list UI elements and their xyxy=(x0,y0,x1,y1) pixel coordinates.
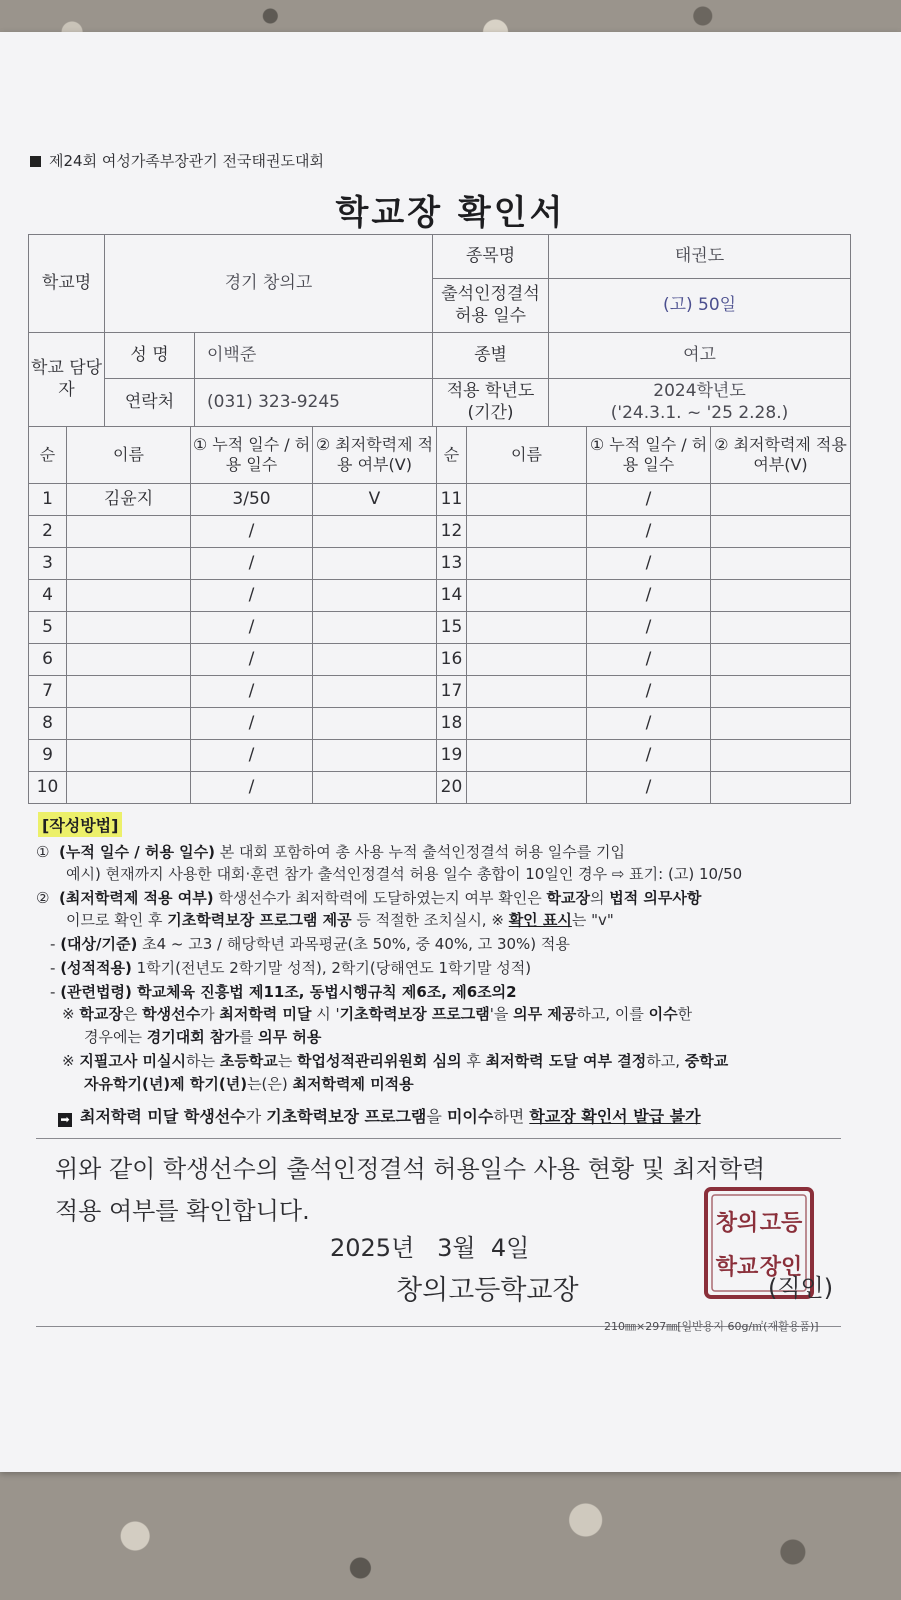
row-name xyxy=(67,708,191,740)
note-1-example: 예시) 현재까지 사용한 대회·훈련 참가 출석인정결석 허용 일수 총합이 10일인 경우 ⇨ 표기: (고) 10/50 xyxy=(66,865,743,883)
note-2-bold2: 학교장 xyxy=(546,889,590,907)
header-check-2: ② 최저학력제 적용 여부(V) xyxy=(711,427,851,484)
row-days-2: / xyxy=(587,516,711,548)
row-check xyxy=(313,612,437,644)
row-check xyxy=(313,548,437,580)
row-check xyxy=(313,644,437,676)
row-check xyxy=(313,676,437,708)
row-days-2: / xyxy=(587,580,711,612)
table-row xyxy=(29,516,851,548)
student-table xyxy=(28,426,851,804)
note-2 xyxy=(36,888,701,908)
s2-d: 는 xyxy=(277,1052,297,1070)
row-no: 6 xyxy=(29,644,67,676)
note-2-line2-d: 확인 표시 xyxy=(508,911,572,929)
school-value: 경기 창의고 xyxy=(105,235,433,333)
row-name-2 xyxy=(467,644,587,676)
s1-d: 가 xyxy=(200,1005,220,1023)
row-check-2 xyxy=(711,484,851,516)
row-no-2: 17 xyxy=(437,676,467,708)
confirmation-line-1: 위와 같이 학생선수의 출석인정결석 허용일수 사용 현황 및 최저학력 xyxy=(55,1155,766,1183)
note-1 xyxy=(36,842,625,862)
s2-line2-a: 자유학기(년)제 학기(년) xyxy=(84,1075,248,1093)
issue-date: 2025년 3월 4일 xyxy=(330,1234,530,1262)
row-days-2: / xyxy=(587,644,711,676)
note-target-text: 초4 ~ 고3 / 해당학년 과목평균(초 50%, 중 40%, 고 30%) 적용 xyxy=(137,935,570,953)
s1-h: '을 xyxy=(489,1005,514,1023)
row-no: 9 xyxy=(29,740,67,772)
note-2-line2-a: 이므로 확인 후 xyxy=(66,911,168,929)
seal-label: (직인) xyxy=(768,1274,834,1302)
table-row xyxy=(29,644,851,676)
note-star-1-line2 xyxy=(84,1027,321,1047)
final-f: 하면 xyxy=(493,1107,530,1126)
row-no-2: 12 xyxy=(437,516,467,548)
s2-b: 하는 xyxy=(186,1052,220,1070)
year-text: 2024학년도 xyxy=(653,381,746,402)
year-label: 적용 학년도 (기간) xyxy=(433,379,549,427)
contact-label: 연락처 xyxy=(105,379,195,427)
s2-line2-c: 최저학력제 미적용 xyxy=(292,1075,414,1093)
row-check xyxy=(313,516,437,548)
row-name-2 xyxy=(467,580,587,612)
s1-k: 이수 xyxy=(648,1005,678,1023)
row-name-2 xyxy=(467,612,587,644)
row-check-2 xyxy=(711,644,851,676)
row-days: / xyxy=(191,644,313,676)
row-name xyxy=(67,516,191,548)
row-check-2 xyxy=(711,772,851,804)
note-target-bold: (대상/기준) xyxy=(60,935,138,953)
s1-g: 기초학력보장 프로그램 xyxy=(339,1005,490,1023)
row-no-2: 14 xyxy=(437,580,467,612)
seal-character: 학교 xyxy=(715,1254,759,1280)
category-label: 종별 xyxy=(433,333,549,379)
manager-label: 학교 담당자 xyxy=(29,333,105,427)
student-table-header xyxy=(29,427,851,484)
days-value: (고) 50일 xyxy=(549,279,851,333)
table-row xyxy=(29,580,851,612)
row-no: 10 xyxy=(29,772,67,804)
note-2-mark: ② xyxy=(36,889,50,907)
row-name-2 xyxy=(467,676,587,708)
row-no-2: 15 xyxy=(437,612,467,644)
row-days: / xyxy=(191,772,313,804)
final-e: 미이수 xyxy=(446,1107,494,1126)
row-check-2 xyxy=(711,740,851,772)
row-name xyxy=(67,612,191,644)
row-days-2: / xyxy=(587,548,711,580)
square-bullet-icon xyxy=(30,156,41,167)
row-name: 김윤지 xyxy=(67,484,191,516)
table-row xyxy=(29,708,851,740)
name-value: 이백준 xyxy=(195,333,433,379)
row-check-2 xyxy=(711,548,851,580)
year-value xyxy=(549,379,851,427)
header-days: ① 누적 일수 / 허용 일수 xyxy=(191,427,313,484)
s2-line2-b: 는(은) xyxy=(247,1075,293,1093)
row-days: / xyxy=(191,612,313,644)
header-no-2: 순 xyxy=(437,427,467,484)
s1-i: 의무 제공 xyxy=(513,1005,577,1023)
note-law: - (관련법령) 학교체육 진흥법 제11조, 동법시행규칙 제6조, 제6조의2 xyxy=(50,983,517,1001)
note-2-bold: (최저학력제 적용 여부) xyxy=(59,889,214,907)
row-no: 8 xyxy=(29,708,67,740)
student-table-body xyxy=(29,427,851,804)
row-check xyxy=(313,580,437,612)
s1-line2-c: 를 xyxy=(238,1028,259,1046)
s2-g: 최저학력 도달 여부 결정 xyxy=(485,1052,647,1070)
row-check-2 xyxy=(711,676,851,708)
row-days-2: / xyxy=(587,612,711,644)
row-name xyxy=(67,580,191,612)
s1-f: 시 ' xyxy=(311,1005,340,1023)
s2-i: 중학교 xyxy=(684,1052,729,1070)
row-no: 2 xyxy=(29,516,67,548)
row-name-2 xyxy=(467,516,587,548)
row-no: 5 xyxy=(29,612,67,644)
note-target: - (대상/기준) 초4 ~ 고3 / 해당학년 과목평균(초 50%, 중 40%, 고 30%) 적용 xyxy=(50,935,570,953)
school-info-table xyxy=(28,234,851,427)
s1-e: 최저학력 미달 xyxy=(219,1005,312,1023)
s1-c: 학생선수 xyxy=(142,1005,201,1023)
contact-value: (031) 323-9245 xyxy=(195,379,433,427)
note-1-mark: ① xyxy=(36,843,50,861)
note-star-1: ※ 학교장은 학생선수가 최저학력 미달 시 '기초학력보장 프로그램'을 의무 제공하고, 이를 이수한 xyxy=(62,1005,693,1023)
table-row xyxy=(29,612,851,644)
row-days: 3/50 xyxy=(191,484,313,516)
row-name-2 xyxy=(467,708,587,740)
row-no-2: 18 xyxy=(437,708,467,740)
confirmation-text xyxy=(55,1148,765,1232)
row-no-2: 11 xyxy=(437,484,467,516)
row-no: 7 xyxy=(29,676,67,708)
row-no: 3 xyxy=(29,548,67,580)
s2-f: 후 xyxy=(461,1052,486,1070)
category-value: 여고 xyxy=(549,333,851,379)
confirmation-line-2: 적용 여부를 확인합니다. xyxy=(55,1197,310,1225)
note-law-bold: (관련법령) 학교체육 진흥법 제11조, 동법시행규칙 제6조, 제6조의2 xyxy=(60,983,517,1001)
row-days: / xyxy=(191,740,313,772)
method-heading: [작성방법] xyxy=(38,812,122,837)
note-2-line2-c: 등 적절한 조치실시, ※ xyxy=(351,911,509,929)
row-name-2 xyxy=(467,740,587,772)
s2-h: 하고, xyxy=(646,1052,685,1070)
row-check xyxy=(313,708,437,740)
note-1-text: 본 대회 포함하여 총 사용 누적 출석인정결석 허용 일수를 기입 xyxy=(215,843,625,861)
s1-a: 학교장 xyxy=(79,1005,123,1023)
header-days-2: ① 누적 일수 / 허용 일수 xyxy=(587,427,711,484)
s1-line2-b: 경기대회 참가 xyxy=(146,1028,239,1046)
row-no-2: 13 xyxy=(437,548,467,580)
row-check xyxy=(313,772,437,804)
final-g: 학교장 확인서 발급 불가 xyxy=(529,1107,701,1126)
s2-c: 초등학교 xyxy=(219,1052,278,1070)
table-row xyxy=(29,548,851,580)
row-days-2: / xyxy=(587,708,711,740)
row-check xyxy=(313,740,437,772)
s2-e: 학업성적관리위원회 심의 xyxy=(296,1052,462,1070)
row-days-2: / xyxy=(587,772,711,804)
row-name xyxy=(67,548,191,580)
row-days: / xyxy=(191,676,313,708)
table-row xyxy=(29,676,851,708)
seal-character: 창의 xyxy=(715,1210,759,1236)
note-star-2: ※ 지필고사 미실시하는 초등학교는 학업성적관리위원회 심의 후 최저학력 도달 여부 결정하고, 중학교 xyxy=(62,1052,729,1070)
name-label: 성 명 xyxy=(105,333,195,379)
row-name xyxy=(67,772,191,804)
table-row xyxy=(29,484,851,516)
note-2-line2-e: 는 "v" xyxy=(571,911,614,929)
row-no-2: 19 xyxy=(437,740,467,772)
document-title: 학교장 확인서 xyxy=(335,193,566,233)
s1-l: 한 xyxy=(677,1005,693,1023)
school-label: 학교명 xyxy=(29,235,105,333)
row-no-2: 16 xyxy=(437,644,467,676)
row-days: / xyxy=(191,580,313,612)
s1-b: 은 xyxy=(122,1005,143,1023)
row-days-2: / xyxy=(587,484,711,516)
days-label: 출석인정결석 허용 일수 xyxy=(433,279,549,333)
note-2-text2: 의 xyxy=(589,889,610,907)
period-text: ('24.3.1. ~ '25 2.28.) xyxy=(610,402,789,423)
s2-a: 지필고사 미실시 xyxy=(79,1052,186,1070)
row-name-2 xyxy=(467,484,587,516)
note-2-line2-b: 기초학력보장 프로그램 제공 xyxy=(167,911,352,929)
s1-line2-d: 의무 허용 xyxy=(258,1028,322,1046)
note-2-bold3: 법적 의무사항 xyxy=(609,889,702,907)
s1-line2-a: 경우에는 xyxy=(84,1028,147,1046)
row-name xyxy=(67,740,191,772)
note-grade: - (성적적용) 1학기(전년도 2학기말 성적), 2학기(당해연도 1학기말 성적) xyxy=(50,959,532,977)
row-days: / xyxy=(191,548,313,580)
row-days-2: / xyxy=(587,676,711,708)
seal-character: 장인 xyxy=(759,1254,803,1280)
row-no-2: 20 xyxy=(437,772,467,804)
final-d: 을 xyxy=(426,1107,447,1126)
table-row xyxy=(29,772,851,804)
final-b: 가 xyxy=(245,1107,267,1126)
s1-j: 하고, 이를 xyxy=(576,1005,649,1023)
final-a: 최저학력 미달 학생선수 xyxy=(80,1107,246,1126)
principal-title: 창의고등학교장 xyxy=(396,1275,579,1306)
row-check-2 xyxy=(711,612,851,644)
row-name-2 xyxy=(467,548,587,580)
row-name xyxy=(67,644,191,676)
header-name: 이름 xyxy=(67,427,191,484)
note-1-bold: (누적 일수 / 허용 일수) xyxy=(59,843,215,861)
row-check-2 xyxy=(711,516,851,548)
arrow-box-icon: ➡ xyxy=(58,1113,72,1127)
note-grade-text: 1학기(전년도 2학기말 성적), 2학기(당해연도 1학기말 성적) xyxy=(131,959,532,977)
event-value: 태권도 xyxy=(549,235,851,279)
divider-upper xyxy=(36,1138,841,1139)
note-2-text1: 학생선수가 최저학력에 도달하였는지 여부 확인은 xyxy=(213,889,547,907)
row-name xyxy=(67,676,191,708)
note-star-2-line2 xyxy=(84,1074,414,1094)
row-days: / xyxy=(191,708,313,740)
row-no: 4 xyxy=(29,580,67,612)
header-check: ② 최저학력제 적용 여부(V) xyxy=(313,427,437,484)
header-no: 순 xyxy=(29,427,67,484)
row-check: V xyxy=(313,484,437,516)
row-days-2: / xyxy=(587,740,711,772)
event-title-text: 제24회 여성가족부장관기 전국태권도대회 xyxy=(49,152,324,170)
header-name-2: 이름 xyxy=(467,427,587,484)
seal-character: 고등 xyxy=(759,1210,803,1236)
event-title xyxy=(30,150,324,171)
row-check-2 xyxy=(711,708,851,740)
row-no: 1 xyxy=(29,484,67,516)
row-name-2 xyxy=(467,772,587,804)
event-label: 종목명 xyxy=(433,235,549,279)
table-row xyxy=(29,740,851,772)
row-days: / xyxy=(191,516,313,548)
row-check-2 xyxy=(711,580,851,612)
final-c: 기초학력보장 프로그램 xyxy=(266,1107,427,1126)
final-warning xyxy=(58,1106,701,1128)
note-2-line2 xyxy=(66,910,614,930)
paper-spec-note: 210㎜×297㎜[일반용지 60g/㎡(재활용품)] xyxy=(604,1320,819,1333)
note-grade-bold: (성적적용) xyxy=(60,959,132,977)
